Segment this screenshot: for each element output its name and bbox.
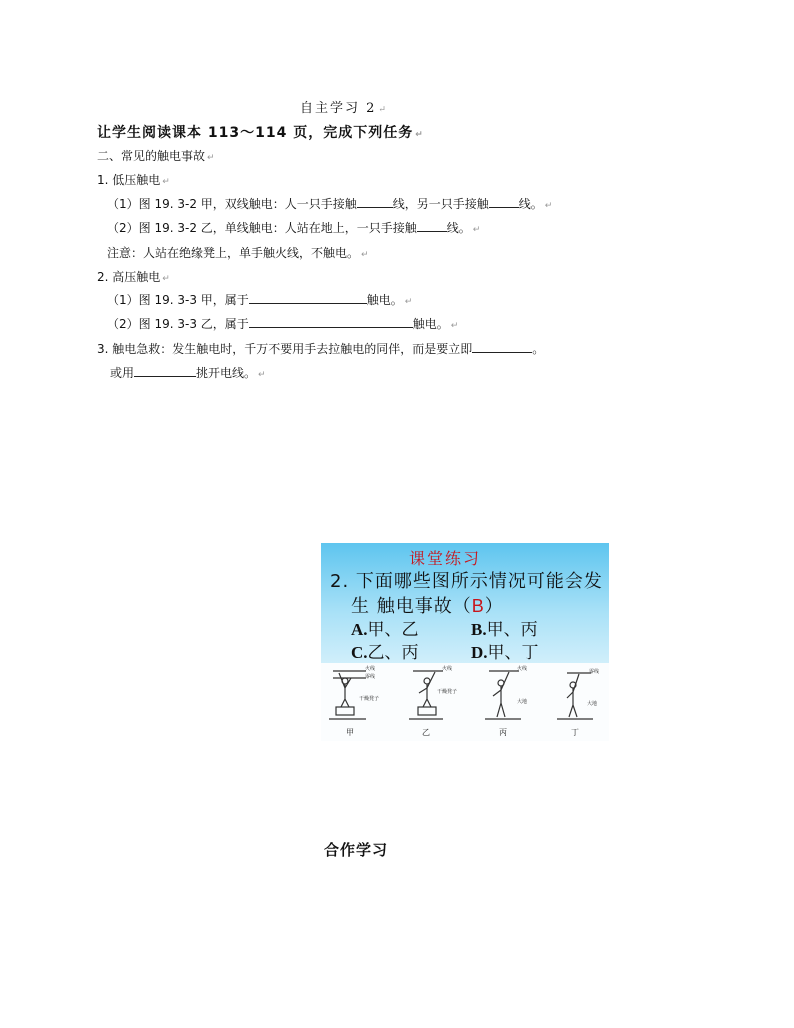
blank-field[interactable] xyxy=(134,365,196,377)
low-voltage-item-2: （2）图 19. 3-2 乙，单线触电：人站在地上，一只手接触 线。 ↵ xyxy=(107,221,481,235)
figure-jia xyxy=(329,671,366,719)
high-voltage-item-1: （1）图 19. 3-3 甲，属于 触电。 ↵ xyxy=(107,293,413,307)
annot: 大地 xyxy=(587,701,598,707)
figure-ding xyxy=(557,673,593,719)
blank-field[interactable] xyxy=(249,292,367,304)
option-d: D.甲、丁 xyxy=(471,643,539,663)
low-voltage-heading: 1. 低压触电 ↵ xyxy=(97,173,170,187)
blank-field[interactable] xyxy=(357,196,393,208)
annot: 干燥凳子 xyxy=(359,696,380,702)
annot: 大地 xyxy=(517,699,528,705)
blank-field[interactable] xyxy=(417,220,447,232)
option-a: A.甲、乙 xyxy=(351,620,419,640)
figure-label: 乙 xyxy=(422,728,430,737)
section-heading: 二、常见的触电事故 ↵ xyxy=(97,149,215,163)
figure-yi xyxy=(409,671,443,719)
annot: 零线 xyxy=(589,669,600,675)
rescue-text-2: 或用 挑开电线。 ↵ xyxy=(110,366,266,380)
figure-label: 甲 xyxy=(346,728,354,737)
slide-title: 课堂练习 xyxy=(409,549,482,568)
high-voltage-heading: 2. 高压触电 ↵ xyxy=(97,270,170,284)
cooperative-learning-heading: 合作学习 xyxy=(324,841,389,859)
blank-field[interactable] xyxy=(472,341,532,353)
annot: 干燥凳子 xyxy=(437,689,458,695)
option-c: C.乙、丙 xyxy=(351,643,419,663)
low-voltage-item-1: （1）图 19. 3-2 甲，双线触电：人一只手接触 线，另一只手接触 线。 ↵ xyxy=(107,197,553,211)
figure-bing xyxy=(485,671,521,719)
blank-field[interactable] xyxy=(249,316,413,328)
slide-question: 2. 下面哪些图所示情况可能会发 xyxy=(330,571,603,592)
blank-field[interactable] xyxy=(489,196,519,208)
annot: 零线 xyxy=(365,674,376,680)
annot: 火线 xyxy=(517,666,528,672)
exercise-slide xyxy=(321,543,609,741)
figure-label: 丁 xyxy=(571,728,579,737)
figure-label: 丙 xyxy=(499,728,507,737)
note-text: 注意：人站在绝缘凳上，单手触火线，不触电。 ↵ xyxy=(107,246,369,260)
annot: 火线 xyxy=(442,666,453,672)
electrocution-figures xyxy=(321,663,609,741)
annot: 火线 xyxy=(365,666,376,672)
high-voltage-item-2: （2）图 19. 3-3 乙，属于 触电。 ↵ xyxy=(107,317,459,331)
option-b: B.甲、丙 xyxy=(471,620,538,640)
rescue-text: 3. 触电急救：发生触电时，千万不要用手去拉触电的同伴，而是要立即 。 xyxy=(97,342,545,356)
page-title: 自主学习 2 ↵ xyxy=(300,101,388,116)
slide-answer: B xyxy=(471,596,485,616)
slide-question-cont: 生 触电事故（B） xyxy=(351,596,504,617)
figure-panel xyxy=(321,663,609,741)
intro-text: 让学生阅读课本 113～114 页，完成下列任务 ↵ xyxy=(97,125,424,141)
